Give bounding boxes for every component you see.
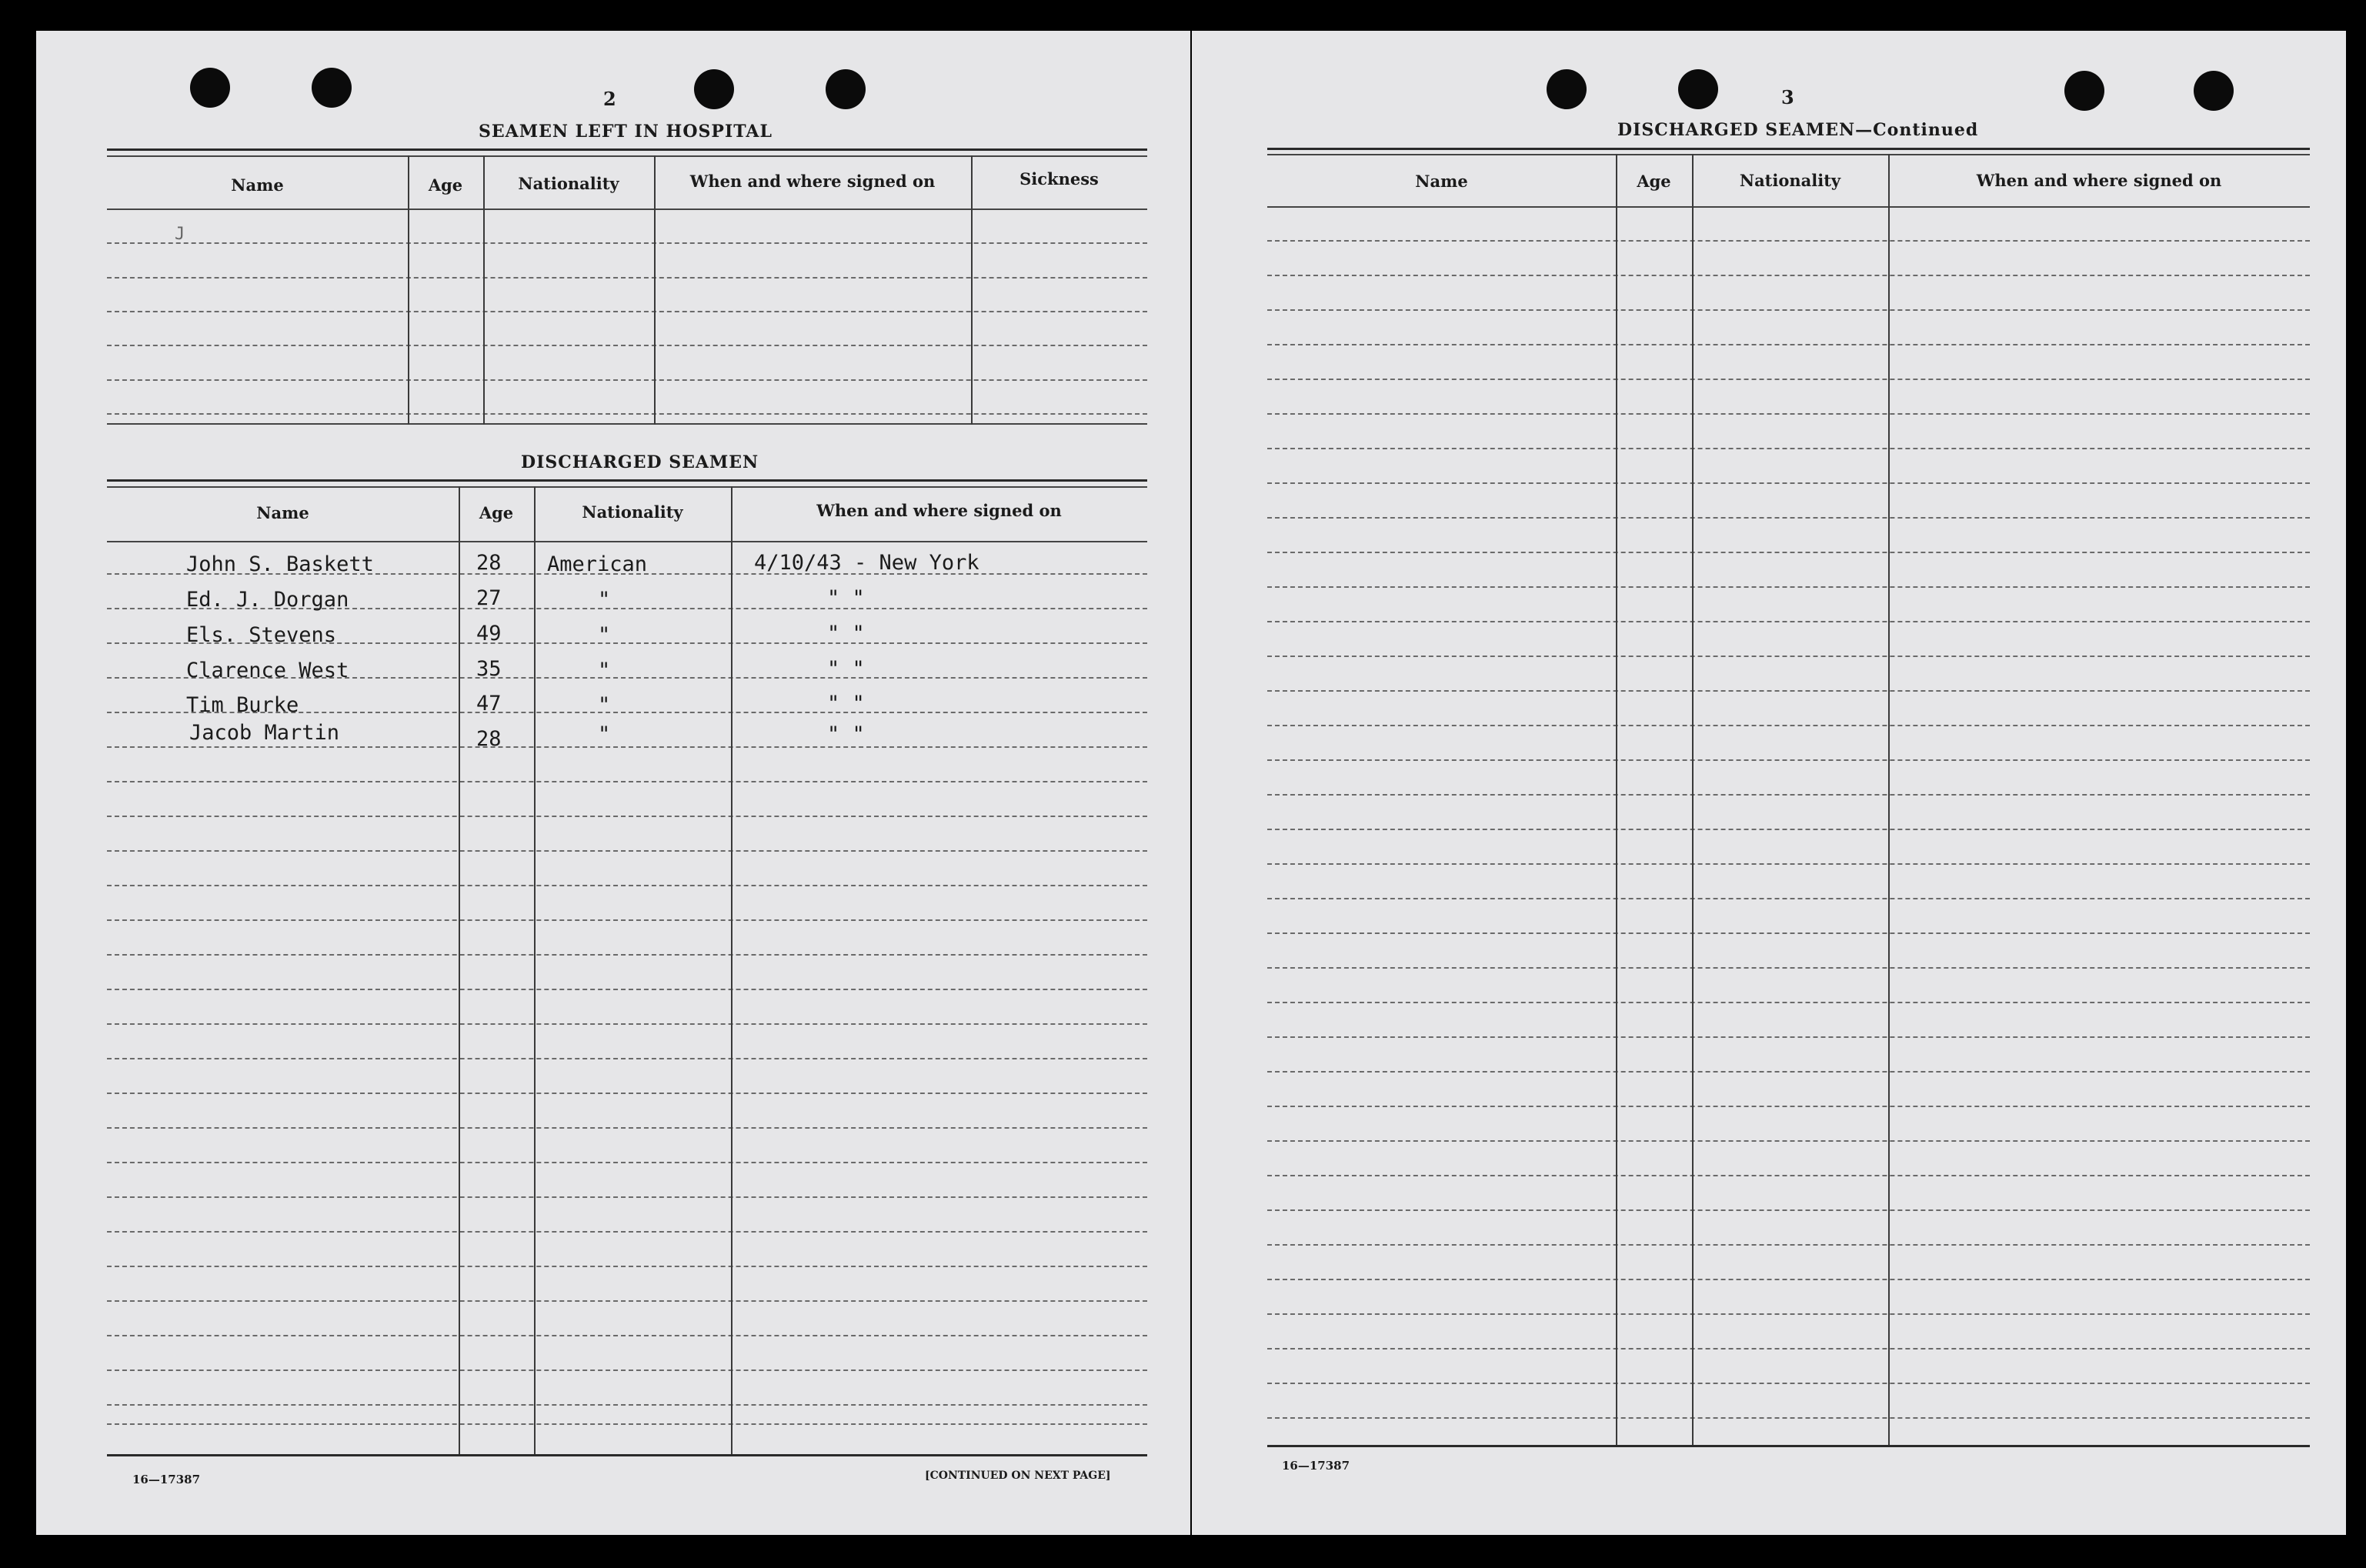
right-page [1192,31,2346,1535]
seaman-name: Els. Stevens [186,623,337,647]
seaman-nationality: " [598,588,611,612]
seaman-signed-on: " " [827,586,865,610]
punch-hole [2064,71,2104,111]
column-header-signed-on: When and where signed on [816,501,1062,520]
punch-hole [694,69,734,109]
seaman-age: 28 [476,551,502,575]
seaman-name: Ed. J. Dorgan [186,588,349,612]
column-header-age: Age [1637,172,1671,191]
seaman-signed-on: 4/10/43 - New York [754,551,979,575]
seaman-age: 47 [476,692,502,716]
column-header-age: Age [479,503,514,522]
seaman-age: 49 [476,622,502,646]
seaman-nationality: " [598,623,611,647]
seaman-age: 28 [476,727,502,751]
seaman-age: 27 [476,586,502,610]
column-header-name: Name [256,503,309,522]
seaman-signed-on: " " [827,622,865,646]
punch-hole [190,68,230,108]
seaman-nationality: " [598,722,611,746]
seaman-age: 35 [476,657,502,681]
column-header-nationality: Nationality [518,174,619,193]
punch-hole [1678,69,1718,109]
seaman-nationality: " [598,659,611,682]
discharged-section-title: DISCHARGED SEAMEN [521,452,759,472]
seaman-name: Jacob Martin [189,721,340,745]
page-number: 2 [603,88,616,110]
stray-mark: J [175,225,185,244]
seaman-signed-on: " " [827,657,865,681]
punch-hole [1547,69,1587,109]
hospital-section-title: SEAMEN LEFT IN HOSPITAL [479,122,773,142]
discharged-continued-title: DISCHARGED SEAMEN—Continued [1617,120,1979,140]
column-header-nationality: Nationality [582,502,683,522]
punch-hole [2194,71,2234,111]
seaman-nationality: " [598,693,611,717]
form-code: 16—17387 [1282,1459,1350,1473]
left-page [36,31,1190,1535]
column-header-name: Name [231,175,284,195]
seaman-name: Clarence West [186,659,349,682]
page-number: 3 [1781,86,1794,108]
seaman-signed-on: " " [827,692,865,716]
column-header-signed-on: When and where signed on [689,172,936,191]
column-header-nationality: Nationality [1739,171,1841,190]
column-header-signed-on: When and where signed on [1976,171,2222,190]
seaman-nationality: American [547,552,648,576]
punch-hole [826,69,866,109]
punch-hole [312,68,352,108]
column-header-sickness: Sickness [1019,169,1099,188]
form-code: 16—17387 [132,1473,201,1486]
seaman-name: Tim Burke [186,693,299,717]
column-header-name: Name [1415,172,1468,191]
seaman-name: John S. Baskett [186,552,374,576]
seaman-signed-on: " " [827,722,865,746]
continued-note: [CONTINUED ON NEXT PAGE] [925,1470,1111,1482]
column-header-age: Age [428,175,463,195]
